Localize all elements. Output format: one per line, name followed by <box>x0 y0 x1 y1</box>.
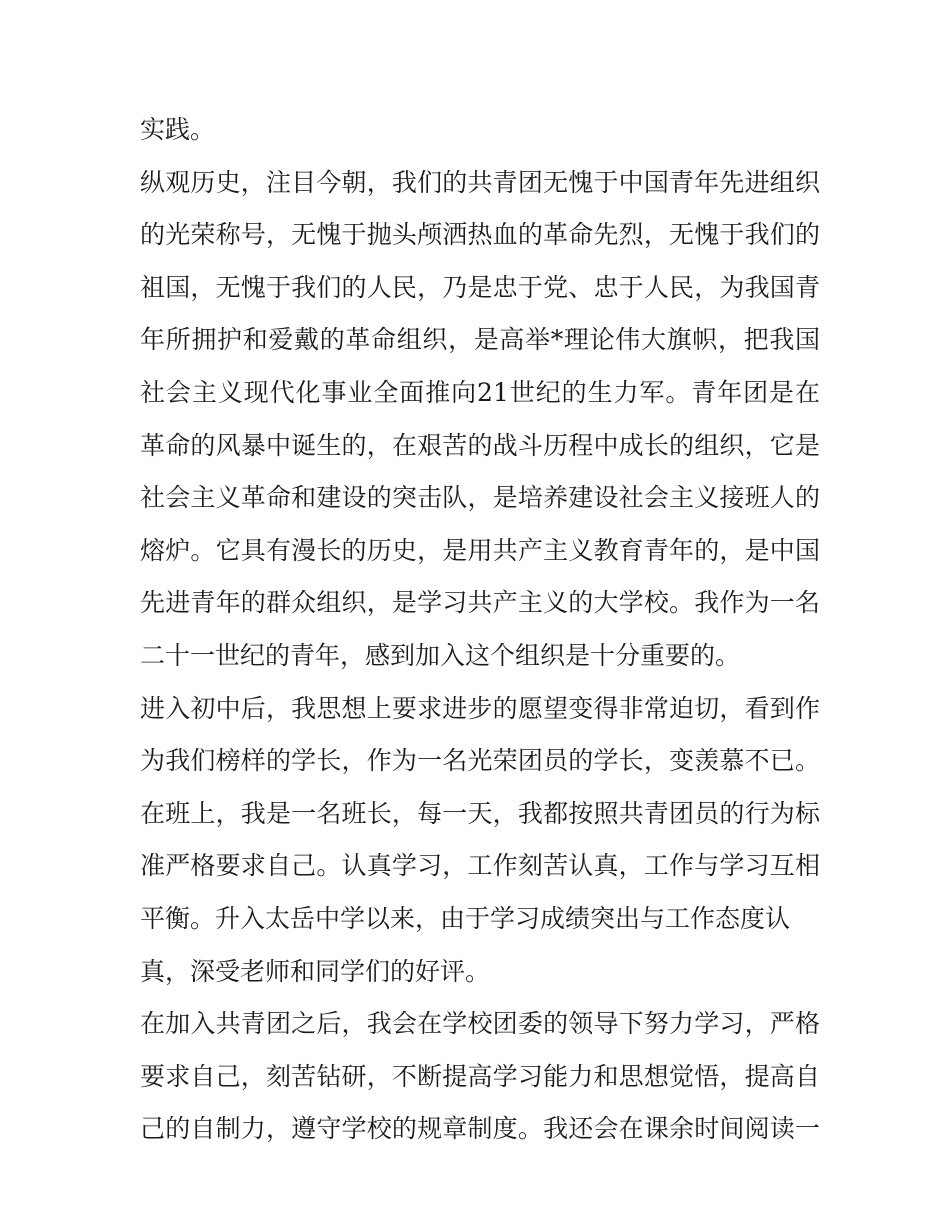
text-line: 先进青年的群众组织，是学习共产主义的大学校。我作为一名 <box>140 588 820 618</box>
text-line: 要求自己，刻苦钻研，不断提高学习能力和思想觉悟，提高自 <box>140 1061 820 1091</box>
text-line: 纵观历史，注目今朝，我们的共青团无愧于中国青年先进组织 <box>140 167 820 197</box>
body-text <box>140 104 820 1156</box>
text-line: 实践。 <box>140 115 216 144</box>
text-line: 社会主义革命和建设的突击队，是培养建设社会主义接班人的 <box>140 483 820 513</box>
text-line: 平衡。升入太岳中学以来，由于学习成绩突出与工作态度认 <box>140 903 791 933</box>
text-line: 在班上，我是一名班长，每一天，我都按照共青团员的行为标 <box>140 798 820 828</box>
text-line: 年所拥护和爱戴的革命组织，是高举*理论伟大旗帜，把我国 <box>140 325 820 355</box>
text-line: 准严格要求自己。认真学习，工作刻苦认真，工作与学习互相 <box>140 851 820 881</box>
text-line: 进入初中后，我思想上要求进步的愿望变得非常迫切，看到作 <box>140 693 820 723</box>
text-line: 二十一世纪的青年，感到加入这个组织是十分重要的。 <box>140 640 741 670</box>
text-line: 社会主义现代化事业全面推向21世纪的生力军。青年团是在 <box>140 377 820 407</box>
text-line: 在加入共青团之后，我会在学校团委的领导下努力学习，严格 <box>140 1009 820 1039</box>
text-line: 真，深受老师和同学们的好评。 <box>140 956 491 986</box>
text-line: 熔炉。它具有漫长的历史，是用共产主义教育青年的，是中国 <box>140 535 820 565</box>
text-line: 祖国，无愧于我们的人民，乃是忠于党、忠于人民，为我国青 <box>140 272 820 302</box>
text-line: 己的自制力，遵守学校的规章制度。我还会在课余时间阅读一 <box>140 1114 820 1144</box>
text-line: 革命的风暴中诞生的，在艰苦的战斗历程中成长的组织，它是 <box>140 430 820 460</box>
text-line: 的光荣称号，无愧于抛头颅洒热血的革命先烈，无愧于我们的 <box>140 220 820 250</box>
text-line: 为我们榜样的学长，作为一名光荣团员的学长，变羡慕不已。 <box>140 746 820 776</box>
